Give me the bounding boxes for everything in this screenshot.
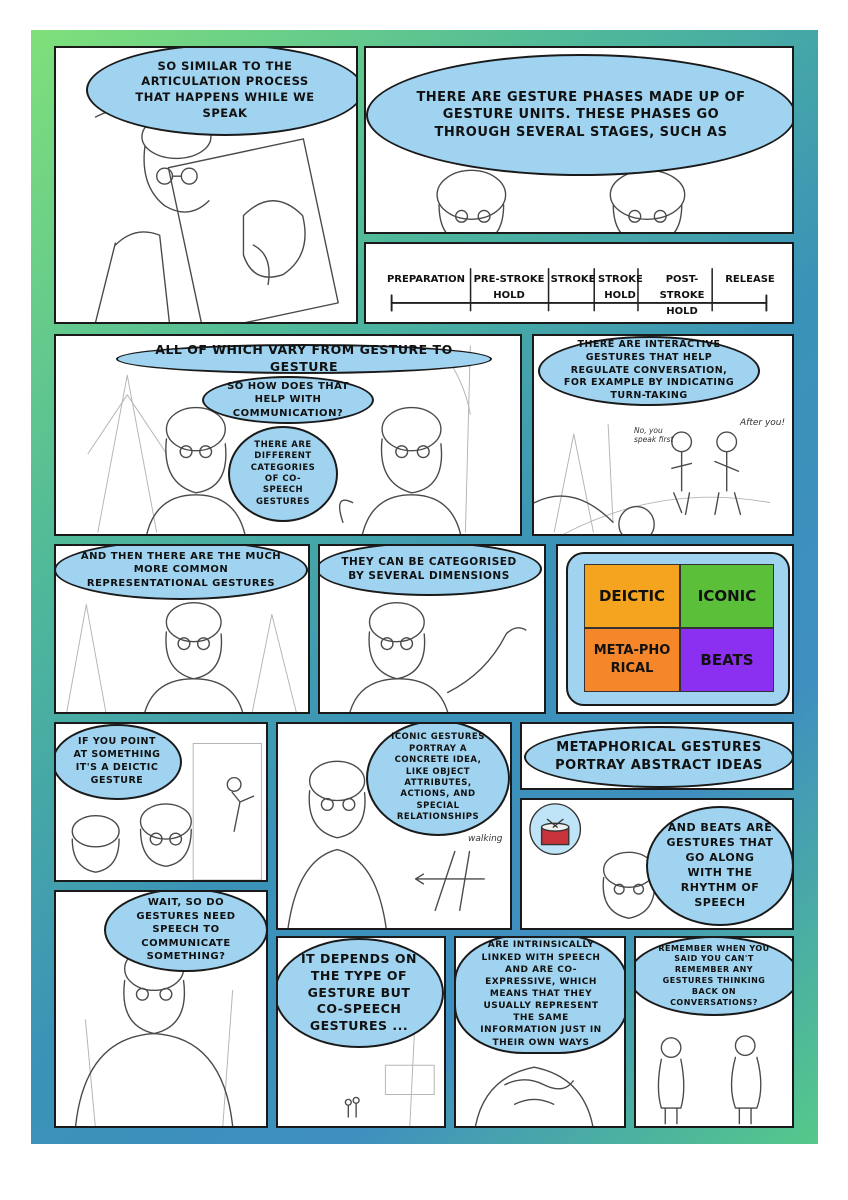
panel-12 [520,798,794,930]
category-beats: BEATS [680,628,774,692]
panel-14 [276,936,446,1128]
speech-bubble-11 [524,726,794,788]
speech-text: THERE ARE INTERACTIVE GESTURES THAT HELP REGULATE CONVERSATION, FOR EXAMPLE BY INDICATING TURN-TAKING [563,338,735,402]
speech-text: IT DEPENDS ON THE TYPE OF GESTURE BUT CO-SPEECH GESTURES ... [301,950,417,1034]
speech-bubble-7 [318,544,542,596]
phase-label-pre-stroke-hold: PRE-STROKE HOLD [473,274,545,301]
panel-4 [54,334,522,536]
speech-bubble-4-top [116,344,492,374]
panel-2 [364,46,794,234]
speech-bubble-12 [646,806,794,926]
panel-13 [54,890,268,1128]
phase-label-post-stroke-hold: POST-STROKE HOLD [659,274,705,317]
panel-15 [454,936,626,1128]
speech-text: REMEMBER WHEN YOU SAID YOU CAN'T REMEMBER ANY GESTURES THINKING BACK ON CONVERSATIONS? [658,943,770,1007]
speech-bubble-13 [104,890,268,972]
speech-bubble-10 [366,722,510,836]
speech-text: AND THEN THERE ARE THE MUCH MORE COMMON REPRESENTATIONAL GESTURES [80,550,282,589]
panel-10 [276,722,512,930]
speech-bubble-4-answer [228,426,338,522]
handwritten-note-2: After you! [740,418,786,428]
speech-text: ICONIC GESTURES PORTRAY A CONCRETE IDEA, LIKE OBJECT ATTRIBUTES, ACTIONS, AND SPECIAL RELATIONSHIPS [391,732,485,823]
phase-label-stroke-hold: STROKE HOLD [598,274,643,301]
speech-text: THEY CAN BE CATEGORISED BY SEVERAL DIMENSIONS [341,555,517,582]
speech-text: METAPHORICAL GESTURES PORTRAY ABSTRACT IDEAS [555,740,763,773]
handwritten-walking: walking [468,834,503,844]
speech-bubble-14 [276,938,444,1048]
speech-text: WAIT, SO DO GESTURES NEED SPEECH TO COMMUNICATE SOMETHING? [136,897,236,963]
panel-9 [54,722,268,882]
panel-16 [634,936,794,1128]
category-metaphorical: META-PHORICAL [584,628,680,692]
speech-text: ALL OF WHICH VARY FROM GESTURE TO GESTURE [155,342,453,374]
phase-label-stroke: STROKE [550,274,596,285]
panel-8-category-grid [556,544,794,714]
category-deictic: DEICTIC [584,564,680,628]
panel-6 [54,544,310,714]
panel-7 [318,544,546,714]
speech-text: THERE ARE DIFFERENT CATEGORIES OF CO-SPEECH GESTURES [250,439,316,507]
speech-text: ARE INTRINSICALLY LINKED WITH SPEECH AND ARE CO-EXPRESSIVE, WHICH MEANS THAT THEY USUALLY REPRESENT THE SAME INFORMATION JUST IN THEIR OWN WAYS [480,940,602,1048]
speech-text: AND BEATS ARE GESTURES THAT GO ALONG WITH THE RHYTHM OF SPEECH [666,821,774,909]
panel-5 [532,334,794,536]
phase-label-release: RELEASE [725,274,775,285]
panel-1 [54,46,358,324]
speech-bubble-9 [54,724,182,800]
phase-label-preparation: PREPARATION [386,274,466,285]
speech-bubble-4-question [202,376,374,424]
speech-text: SO SIMILAR TO THE ARTICULATION PROCESS THAT HAPPENS WHILE WE SPEAK [135,58,315,120]
speech-text: SO HOW DOES THAT HELP WITH COMMUNICATION? [227,380,349,419]
speech-text: THERE ARE GESTURE PHASES MADE UP OF GESTURE UNITS. THESE PHASES GO THROUGH SEVERAL STAGES, SUCH AS [416,89,746,140]
speech-text: IF YOU POINT AT SOMETHING IT'S A DEICTIC GESTURE [73,736,161,786]
speech-bubble-16 [634,936,794,1016]
panel-3-gesture-phase-timeline [364,242,794,324]
panel-11 [520,722,794,790]
speech-bubble-15 [454,936,626,1054]
speech-bubble-1 [86,46,358,136]
speech-bubble-5 [538,336,760,406]
speech-bubble-2 [366,54,794,176]
category-iconic: ICONIC [680,564,774,628]
handwritten-note-1: No, you speak first [634,426,674,444]
